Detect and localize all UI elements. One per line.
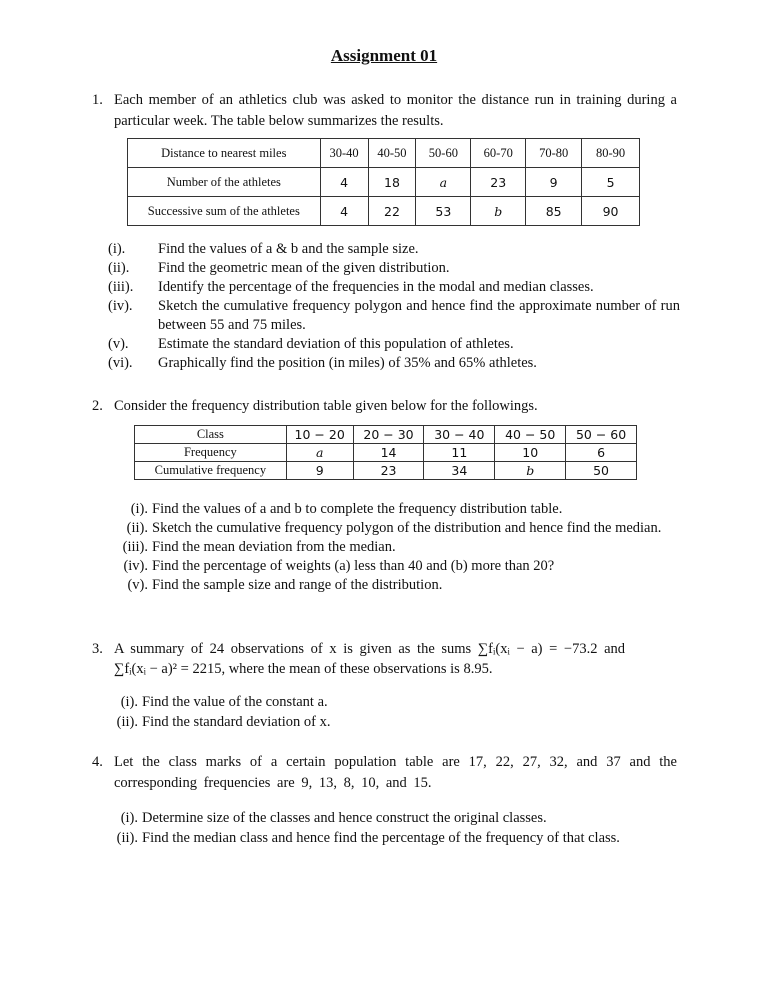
table-cell: 6 [566, 444, 637, 462]
sub-question [108, 557, 680, 576]
table-cell: 4 [320, 197, 368, 226]
sub-question [108, 240, 680, 259]
sub-question-text: Sketch the cumulative frequency polygon and hence find the approximate number of run between 55 and 75 miles. [158, 298, 680, 333]
q4-text: Let the class marks of a certain population table are 17, 22, 27, 32, and 37 and the corresponding frequencies are 9, 13, 8, 10, and 15. [114, 754, 677, 791]
table-row [128, 168, 640, 197]
table-cell: 23 [353, 462, 424, 480]
table-cell: 50 − 60 [566, 426, 637, 444]
page-title: Assignment 01 [330, 46, 438, 65]
sub-question-text: Estimate the standard deviation of this population of athletes. [158, 336, 514, 352]
sub-question-number: (i). [120, 694, 138, 710]
table-cell: 80-90 [582, 139, 640, 168]
row-label: Number of the athletes [128, 168, 321, 197]
table-cell: 50-60 [416, 139, 471, 168]
table-cell: 10 − 20 [286, 426, 353, 444]
sub-question-number: (ii). [116, 714, 138, 730]
q3-parts [108, 692, 680, 732]
sub-question-text: Find the value of the constant a. [142, 694, 328, 710]
table-cell: 30-40 [320, 139, 368, 168]
table-cell: 10 [495, 444, 566, 462]
sub-question-number: (ii). [108, 260, 130, 276]
sub-question-number: (i). [108, 241, 126, 257]
table-cell: 14 [353, 444, 424, 462]
table-cell: 30 − 40 [424, 426, 495, 444]
sub-question-number: (v). [127, 577, 148, 593]
q3-number: 3. [92, 641, 103, 657]
sub-question-text: Determine size of the classes and hence construct the original classes. [142, 810, 547, 826]
table-cell: 20 − 30 [353, 426, 424, 444]
table-cell: a [416, 168, 471, 197]
table-cell: 50 [566, 462, 637, 480]
sub-question-number: (iv). [108, 298, 133, 314]
q3-line1: A summary of 24 observations of x is given as the sums ∑fᵢ(xᵢ − a) = −73.2 and [114, 641, 626, 657]
q4-number: 4. [92, 754, 103, 770]
q3-line2: ∑fᵢ(xᵢ − a)² = 2215, where the mean of these observations is 8.95. [114, 661, 493, 677]
table-cell: 5 [582, 168, 640, 197]
sub-question-number: (i). [130, 501, 148, 517]
table-cell: 85 [526, 197, 582, 226]
sub-question [108, 538, 680, 557]
row-label: Class [135, 426, 287, 444]
q1-text: Each member of an athletics club was asked to monitor the distance run in training during a particular week. The table below summarizes the results. [114, 92, 677, 129]
sub-question [108, 692, 680, 712]
sub-question-number: (v). [108, 336, 129, 352]
table-cell: 18 [368, 168, 416, 197]
sub-question-text: Find the standard deviation of x. [142, 714, 331, 730]
table-row [128, 197, 640, 226]
sub-question [108, 808, 680, 828]
table-cell: 9 [526, 168, 582, 197]
q1-parts [108, 240, 680, 373]
sub-question [108, 712, 680, 732]
table-cell: 34 [424, 462, 495, 480]
sub-question-number: (i). [120, 810, 138, 826]
table-cell: 60-70 [471, 139, 526, 168]
table-cell: 9 [286, 462, 353, 480]
sub-question-text: Find the values of a and b to complete the frequency distribution table. [152, 501, 563, 517]
table-row [135, 462, 637, 480]
sub-question [108, 354, 680, 373]
sub-question-number: (iii). [108, 279, 134, 295]
table-cell: b [495, 462, 566, 480]
row-label: Successive sum of the athletes [128, 197, 321, 226]
sub-question-text: Find the values of a & b and the sample size. [158, 241, 419, 257]
q4-parts [108, 808, 680, 848]
table-cell: 70-80 [526, 139, 582, 168]
sub-question-text: Find the sample size and range of the distribution. [152, 577, 443, 593]
table-cell: 40-50 [368, 139, 416, 168]
table-row [135, 426, 637, 444]
table-cell: 22 [368, 197, 416, 226]
row-label: Cumulative frequency [135, 462, 287, 480]
sub-question-text: Find the geometric mean of the given distribution. [158, 260, 450, 276]
table-row [135, 444, 637, 462]
sub-question [108, 335, 680, 354]
sub-question-text: Identify the percentage of the frequencies in the modal and median classes. [158, 279, 594, 295]
sub-question [108, 259, 680, 278]
sub-question [108, 519, 680, 538]
sub-question-text: Find the mean deviation from the median. [152, 539, 396, 555]
sub-question-text: Find the median class and hence find the percentage of the frequency of that class. [142, 830, 620, 846]
table-cell: b [471, 197, 526, 226]
sub-question-number: (vi). [108, 355, 133, 371]
sub-question-number: (ii). [116, 830, 138, 846]
q2-number: 2. [92, 398, 103, 414]
sub-question-text: Find the percentage of weights (a) less than 40 and (b) more than 20? [152, 558, 555, 574]
sub-question-text: Sketch the cumulative frequency polygon of the distribution and hence find the median. [152, 520, 662, 536]
q1-number: 1. [92, 92, 103, 108]
sub-question [108, 278, 680, 297]
table-cell: 4 [320, 168, 368, 197]
sub-question [108, 500, 680, 519]
table-cell: 53 [416, 197, 471, 226]
sub-question [108, 828, 680, 848]
sub-question-number: (iii). [122, 539, 148, 555]
q2-text: Consider the frequency distribution table given below for the followings. [114, 398, 538, 414]
table-cell: 11 [424, 444, 495, 462]
row-label: Frequency [135, 444, 287, 462]
q2-parts [108, 500, 680, 595]
table-row [128, 139, 640, 168]
sub-question [108, 297, 680, 335]
sub-question [108, 576, 680, 595]
table-cell: 23 [471, 168, 526, 197]
sub-question-number: (iv). [123, 558, 148, 574]
q1-table [127, 138, 640, 226]
table-cell: 90 [582, 197, 640, 226]
sub-question-text: Graphically find the position (in miles) of 35% and 65% athletes. [158, 355, 537, 371]
table-cell: 40 − 50 [495, 426, 566, 444]
table-cell: a [286, 444, 353, 462]
q2-table [134, 425, 637, 480]
row-label: Distance to nearest miles [128, 139, 321, 168]
sub-question-number: (ii). [126, 520, 148, 536]
